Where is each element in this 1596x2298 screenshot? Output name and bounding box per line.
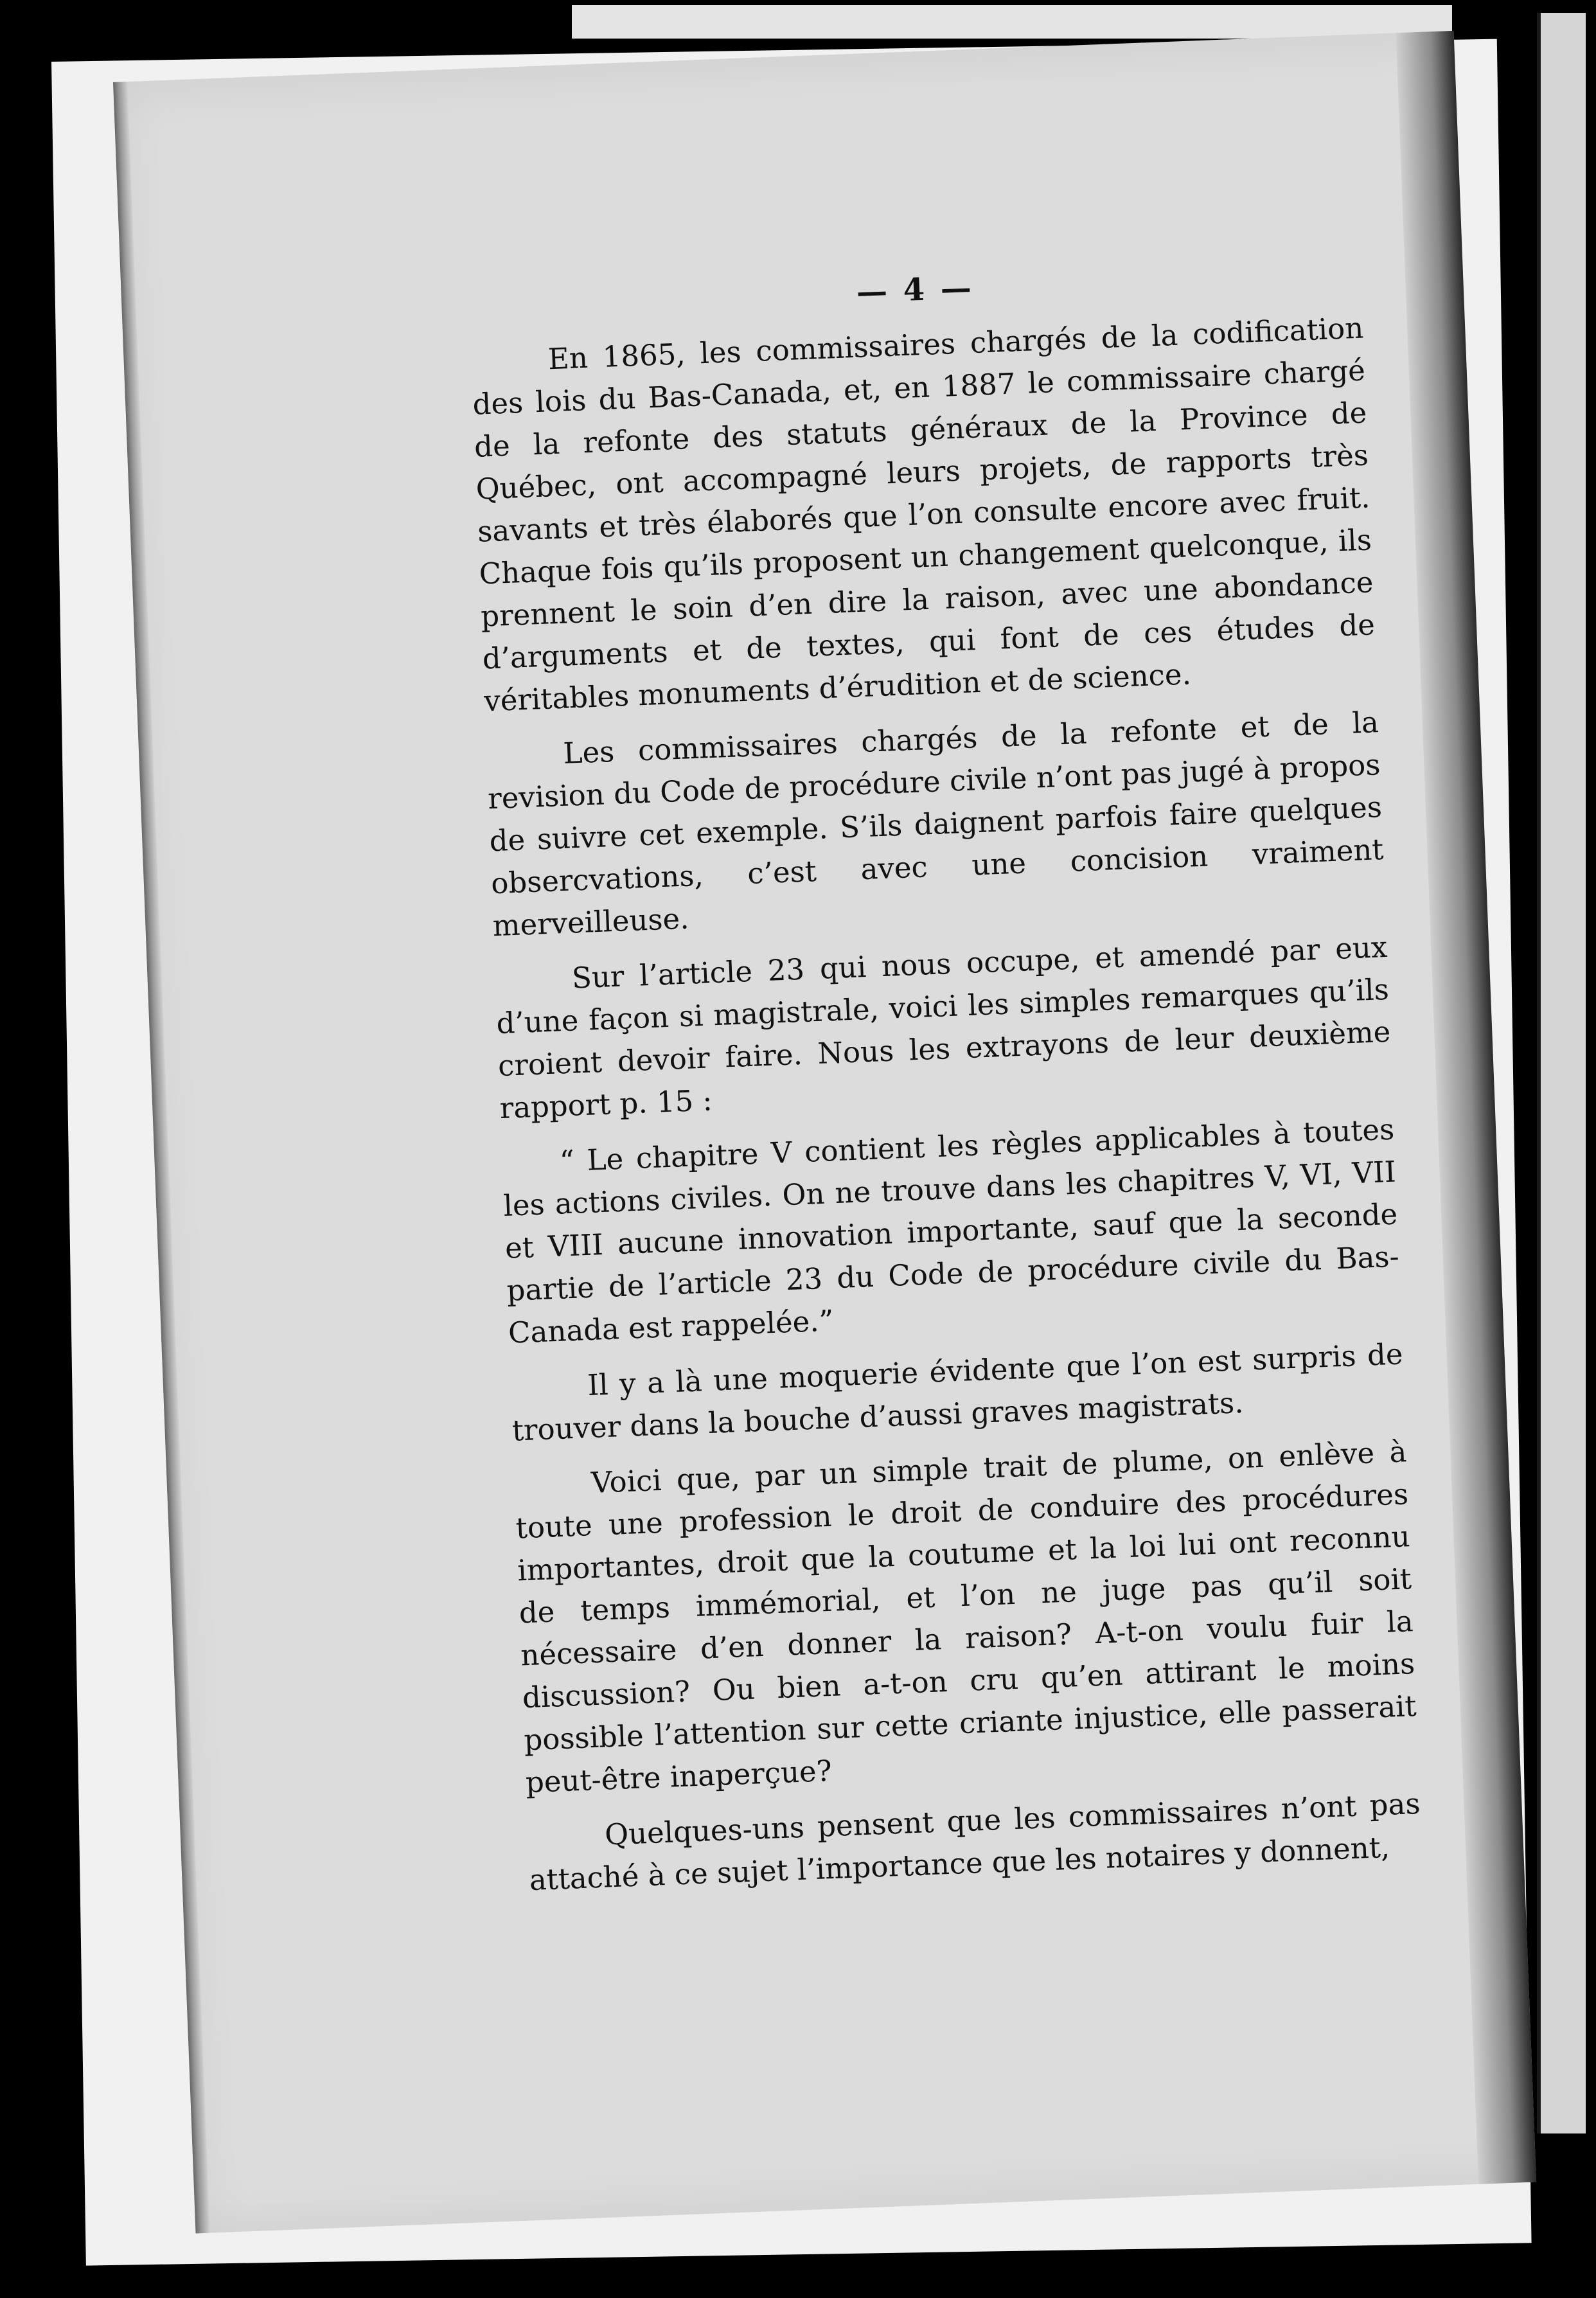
paragraph-3: Sur l’article 23 qui nous occupe, et amendé par eux d’une façon si magistrale, voici les simples remarques qu’ils croient devoir faire. Nous les extrayons de leur deuxième rapport p. 15 :: [495, 929, 1392, 1126]
scanned-page: [113, 31, 1536, 2234]
scan-top-strip: [572, 5, 1452, 39]
paragraph-6: Voici que, par un simple trait de plume, on enlève à toute une profession le droit de conduire des procédures importantes, droit que la coutume et la loi lui ont reconnu de temps immémorial, et l’on ne juge pas qu’il soit nécessaire d’en donner la raison? A-t-on voulu fuir la discussion? Ou bien a-t-on cru qu’en attirant le moins possible l’attention sur cette criante injustice, elle passerait peut-être inaperçue?: [515, 1434, 1417, 1800]
page-number: — 4 —: [855, 269, 975, 310]
page-text-block: [468, 252, 1423, 1914]
paragraph-2: Les commissaires chargés de la refonte et de la revision du Code de procédure civile n’ont pas jugé à propos de suivre cet exemple. S’ils daignent parfois faire quelques obsercvations, c’est avec une concision vraiment merveilleuse.: [487, 705, 1385, 943]
paragraph-7: Quelques-uns pensent que les commissaires n’ont pas attaché à ce sujet l’importance que les notaires y donnent,: [528, 1786, 1421, 1898]
quoted-report: “ Le chapitre V contient les règles applicables à toutes les actions civiles. On ne trouve dans les chapitres V, VI, VII et VIII aucune innovation importante, sauf que la seconde partie de l’article 23 du Code de procédure civile du Bas-Canada est rappelée.”: [502, 1112, 1400, 1350]
adjacent-page-edge: [1537, 13, 1586, 2133]
paragraph-1: En 1865, les commissaires chargés de la codification des lois du Bas-Canada, et, en 1887 le commissaire chargé de la refonte des statuts généraux de la Province de Québec, ont accompagné leurs projets, de rapports très savants et très élaborés que l’on consulte encore avec fruit. Chaque fois qu’ils proposent un changement quelconque, ils prennent le soin d’en dire la raison, avec une abondance d’arguments et de textes, qui font de ces études de véritables monuments d’érudition et de science.: [472, 310, 1376, 718]
paragraph-5: Il y a là une moquerie évidente que l’on est surpris de trouver dans la bouche d’aussi graves magistrats.: [511, 1337, 1404, 1448]
